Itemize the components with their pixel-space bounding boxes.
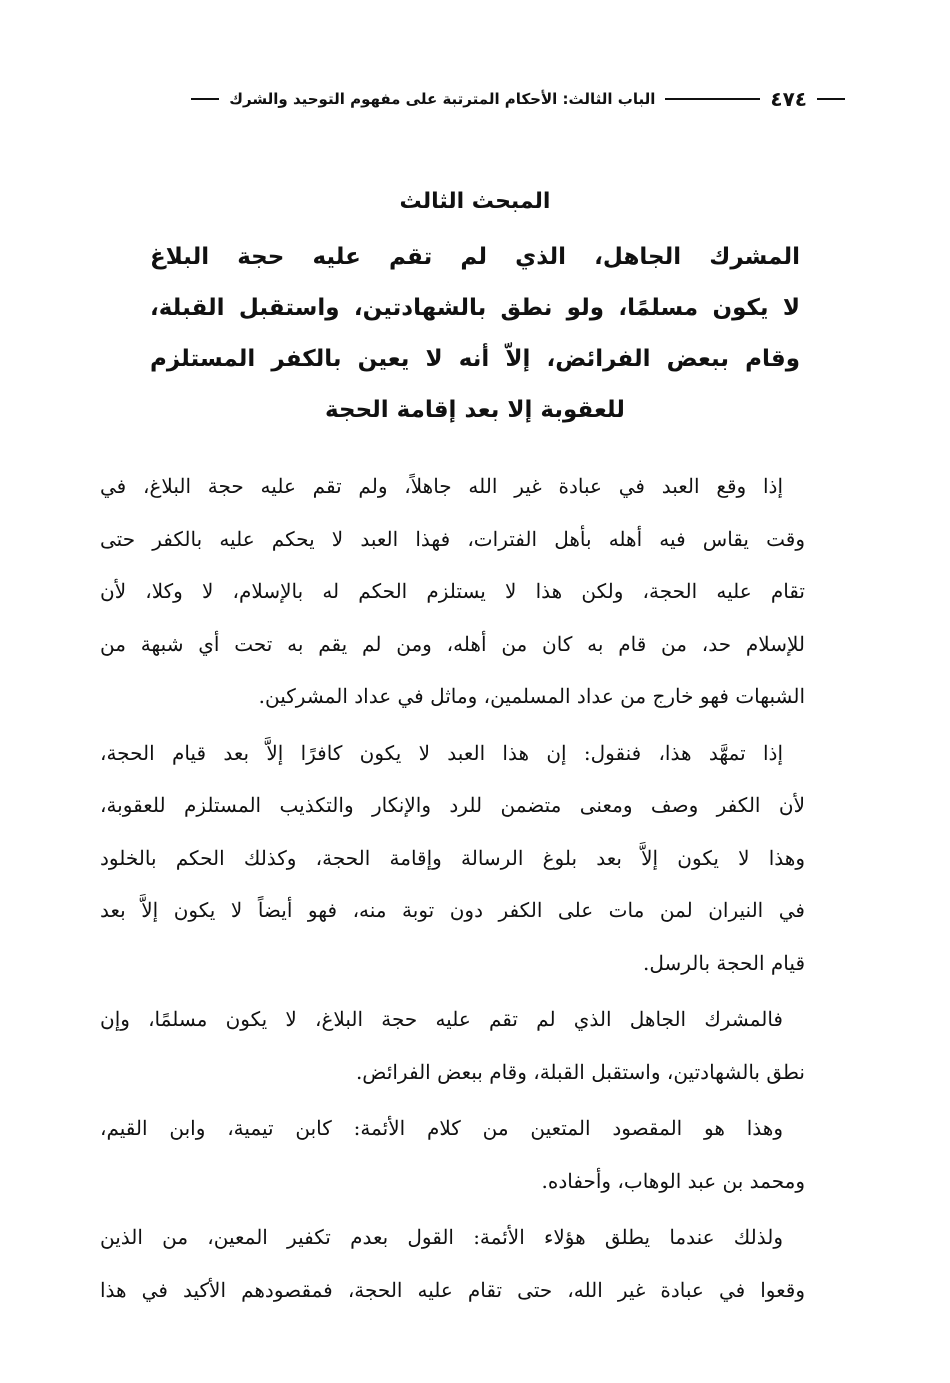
text-line: وهذا لا يكون إلاَّ بعد بلوغ الرسالة وإقامة الحجة، وكذلك الحكم بالخلود: [100, 845, 805, 870]
section-label: المبحث الثالث: [399, 189, 551, 214]
text-line: وقت يقاس فيه أهله بأهل الفترات، فهذا العبد لا يحكم عليه بالكفر حتى: [100, 526, 805, 551]
text-line: للإسلام حد، من قام به كان من أهله، ومن لم يقم به تحت أي شبهة من: [100, 631, 805, 656]
heading-line: لا يكون مسلمًا، ولو نطق بالشهادتين، واستقبل القبلة،: [150, 295, 800, 321]
paragraph-4: [100, 1102, 805, 1207]
paragraph-3: [100, 993, 805, 1098]
text-line: وهذا هو المقصود المتعين من كلام الأئمة: كابن تيمية، وابن القيم،: [100, 1116, 783, 1140]
running-header-title: الباب الثالث: الأحكام المترتبة على مفهوم التوحيد والشرك: [229, 90, 656, 108]
heading-line: وقام ببعض الفرائض، إلاّ أنه لا يعين بالكفر المستلزم: [150, 346, 800, 372]
text-line: إذا تمهَّد هذا، فنقول: إن هذا العبد لا يكون كافرًا إلاَّ بعد قيام الحجة،: [100, 740, 783, 765]
text-line: تقام عليه الحجة، ولكن هذا لا يستلزم الحكم له بالإسلام، لا وكلا، لأن: [100, 579, 805, 603]
heading-line: المشرك الجاهل، الذي لم تقم عليه حجة البلاغ: [150, 244, 800, 270]
text-line: ومحمد بن عبد الوهاب، وأحفاده.: [541, 1168, 805, 1193]
text-line: إذا وقع العبد في عبادة غير الله جاهلاً، ولم تقم عليه حجة البلاغ، في: [100, 474, 783, 498]
text-line: الشبهات فهو خارج من عداد المسلمين، وماثل في عداد المشركين.: [258, 684, 805, 708]
text-line: نطق بالشهادتين، واستقبل القبلة، وقام ببعض الفرائض.: [355, 1059, 805, 1084]
header-rule-right: [817, 98, 845, 100]
paragraph-1: [100, 460, 805, 723]
paragraph-2: [100, 727, 805, 990]
text-line: قيام الحجة بالرسل.: [642, 950, 805, 975]
heading-line: للعقوبة إلا بعد إقامة الحجة: [325, 397, 625, 423]
page-number: ٤٧٤: [770, 87, 807, 111]
body-text: [100, 460, 805, 1320]
paragraph-5: [100, 1211, 805, 1316]
header-rule-left: [191, 98, 219, 100]
text-line: لأن الكفر وصف ومعنى متضمن للرد والإنكار والتكذيب المستلزم للعقوبة،: [100, 793, 805, 817]
text-line: وقعوا في عبادة غير الله، حتى تقام عليه الحجة، فمقصودهم الأكيد في هذا: [100, 1277, 805, 1302]
chapter-heading: [150, 182, 800, 436]
text-line: في النيران لمن مات على الكفر دون توبة منه، فهو أيضاً لا يكون إلاَّ بعد: [100, 898, 805, 922]
text-line: ولذلك عندما يطلق هؤلاء الأئمة: القول بعدم تكفير المعين، من الذين: [100, 1225, 783, 1249]
running-header: [100, 84, 845, 114]
text-line: فالمشرك الجاهل الذي لم تقم عليه حجة البلاغ، لا يكون مسلمًا، وإن: [100, 1007, 783, 1031]
header-rule-middle: [665, 98, 760, 100]
